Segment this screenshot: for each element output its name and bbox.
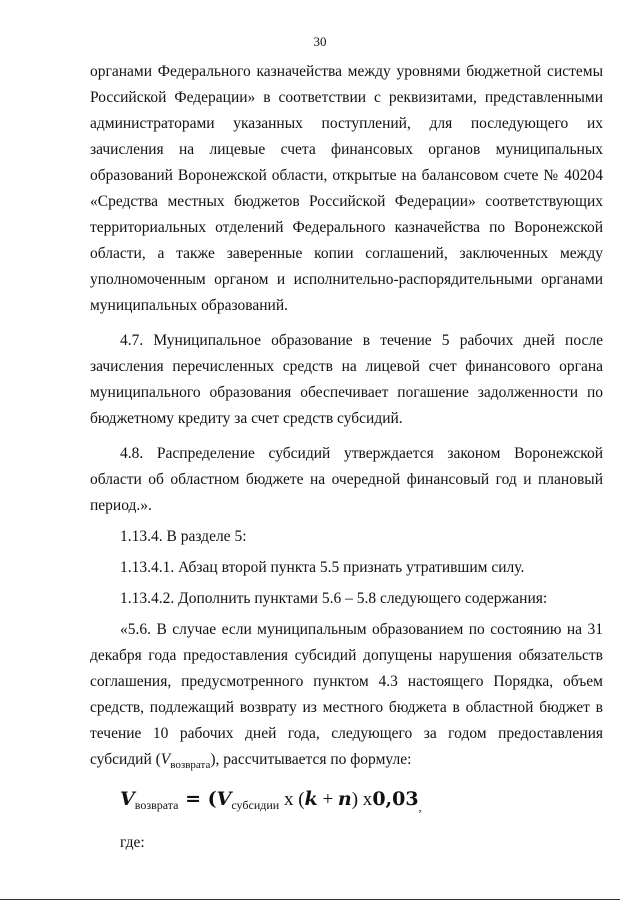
formula-equals: = ( (178, 788, 217, 810)
paragraph-1-13-4-1: 1.13.4.1. Абзац второй пункта 5.5 признать утратившим силу. (120, 559, 525, 576)
formula-times1: x ( (279, 789, 305, 810)
formula-close: ) x (351, 789, 373, 810)
formula-n: n (337, 788, 352, 810)
paragraph-1-13-4: 1.13.4. В разделе 5: (120, 528, 247, 545)
document-body (90, 59, 603, 856)
formula-plus: + (317, 789, 338, 810)
paragraph-continuation: органами Федерального казначейства между уровнями бюджетной системы Российской Федерации» в соответствии с реквизитами, представленными администраторами указанных поступлений, для последующего их зачисления на лицевые счета финансовых органов муниципальных образований Воронежской области, открытые на балансовом счете № 40204 «Средства местных бюджетов Российской Федерации» соответствующих территориальных отделений Федерального казначейства по Воронежской области, а также заверенные копии соглашений, заключенных между уполномоченным органом и исполнительно-распорядительными органами муниципальных образований. (90, 63, 603, 314)
paragraph-1-13-4-2: 1.13.4.2. Дополнить пунктами 5.6 – 5.8 следующего содержания: (120, 590, 548, 607)
formula-trailing-comma: , (418, 800, 422, 814)
paragraph-4-8: 4.8. Распределение субсидий утверждается законом Воронежской области об областном бюджете на очередной финансовый год и плановый период.». (90, 445, 603, 514)
where-label: где: (120, 834, 145, 851)
paragraph-5-6-text: «5.6. В случае если муниципальным образованием по состоянию на 31 декабря года предоставления субсидий допущены нарушения обязательств соглашения, предусмотренного пунктом 4.3 настоящего Порядка, объем средств, подлежащий возврату из местного бюджета в областной бюджет в течение 10 рабочих дней года, следующего за годом предоставления субсидий ( (90, 621, 603, 768)
paragraph-4-7: 4.7. Муниципальное образование в течение 5 рабочих дней после зачисления перечисленных средств на лицевой счет финансового органа муниципального образования обеспечивает погашение задолженности по бюджетному кредиту за счет средств субсидий. (90, 332, 603, 427)
formula-lhs-sub: возврата (134, 798, 179, 812)
formula-var-v2: V (216, 788, 232, 810)
page-number: 30 (313, 34, 327, 49)
inline-variable-v: V (160, 751, 171, 768)
inline-variable-subscript: возврата (170, 759, 211, 771)
footer-divider (0, 899, 620, 900)
formula-lhs-var: V (120, 788, 135, 810)
formula-coefficient: 0,03 (372, 788, 419, 810)
formula-sub-v2: субсидии (231, 798, 280, 812)
formula (120, 782, 603, 824)
paragraph-5-6-end: ), рассчитывается по формуле: (210, 751, 412, 768)
paragraph-5-6 (90, 617, 603, 778)
formula-k: k (304, 788, 318, 810)
